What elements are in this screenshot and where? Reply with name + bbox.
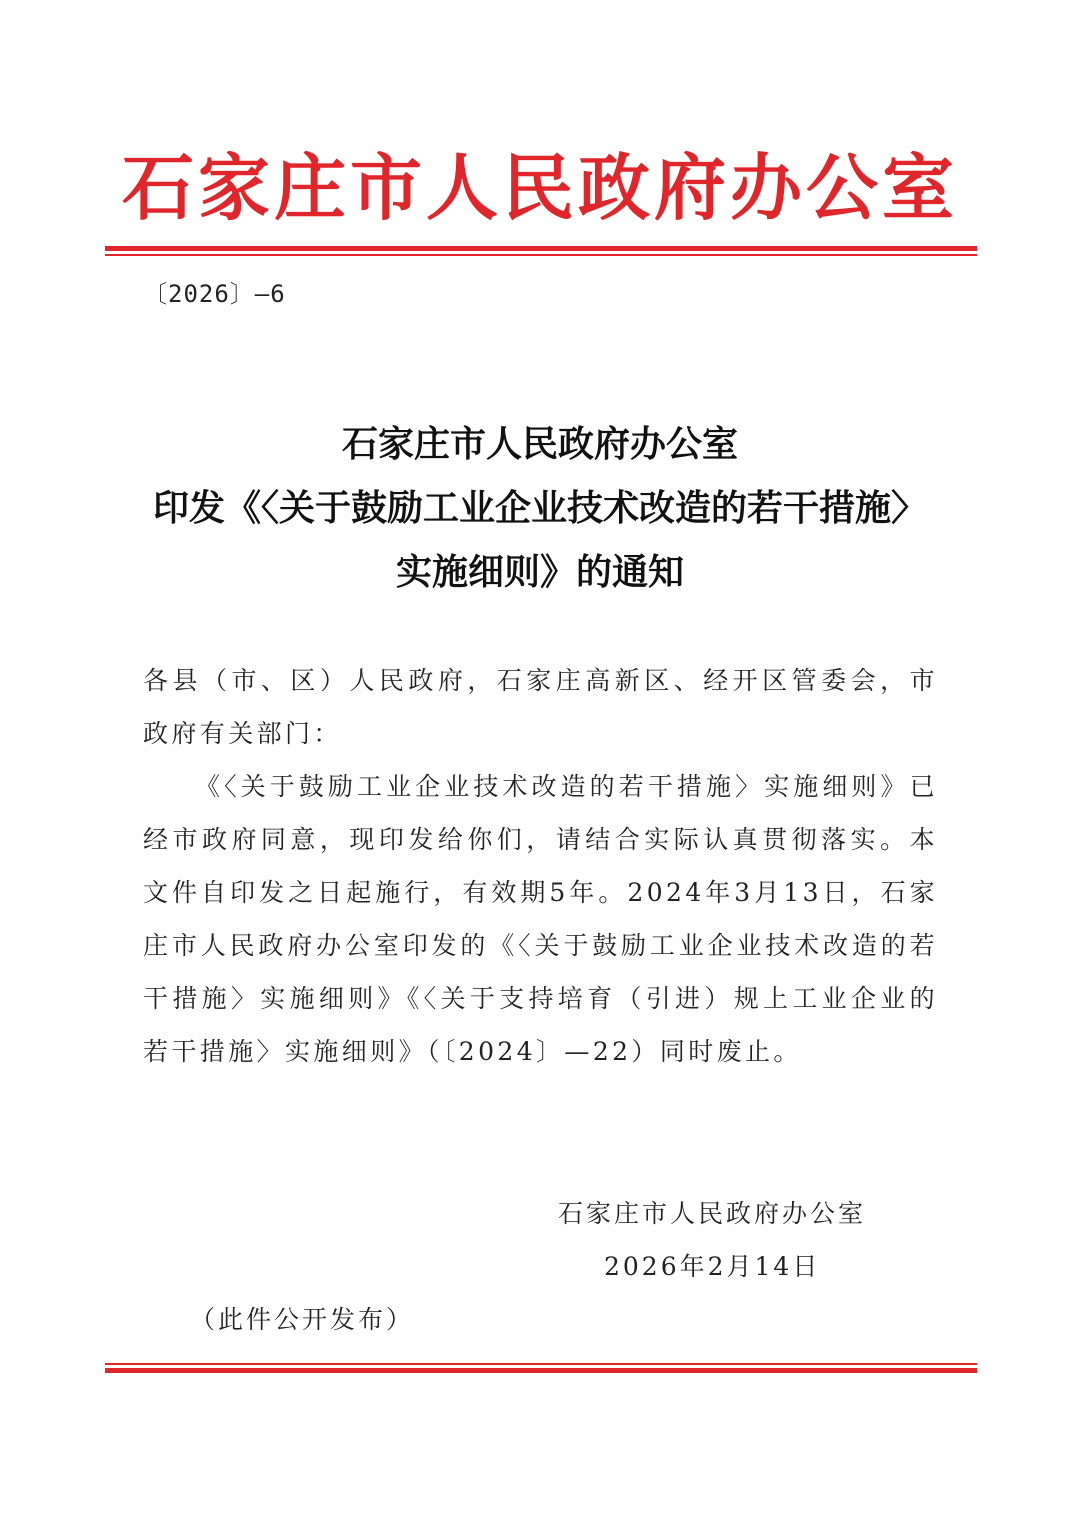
addressee: 各县（市、区）人民政府，石家庄高新区、经开区管委会，市政府有关部门： xyxy=(143,666,938,748)
document-number: 〔2026〕—6 xyxy=(143,280,286,308)
masthead-title: 石家庄市人民政府办公室 xyxy=(121,145,958,230)
header-red-divider xyxy=(105,246,977,256)
signature-date: 2026年2月14日 xyxy=(604,1252,821,1281)
title-line-1: 石家庄市人民政府办公室 xyxy=(341,423,738,465)
body-paragraph: 《〈关于鼓励工业企业技术改造的若干措施〉实施细则》已经市政府同意，现印发给你们，请结合实际认真贯彻落实。本文件自印发之日起施行，有效期5年。2024年3月13日，石家庄市人民政府办公室印发的《〈关于鼓励工业企业技术改造的若干措施〉实施细则》《〈关于支持培育（引进）规上工业企业的若干措施〉实施细则》（〔2024〕—22）同时废止。 xyxy=(143,772,938,1066)
title-line-3: 实施细则》的通知 xyxy=(395,551,684,593)
title-line-2: 印发《〈关于鼓励工业企业技术改造的若干措施〉 xyxy=(152,487,927,529)
document-body xyxy=(143,654,938,1078)
publication-note: （此件公开发布） xyxy=(190,1305,415,1334)
document-title xyxy=(0,412,1080,604)
footer-red-divider xyxy=(105,1363,977,1373)
signature-organization: 石家庄市人民政府办公室 xyxy=(558,1199,867,1228)
